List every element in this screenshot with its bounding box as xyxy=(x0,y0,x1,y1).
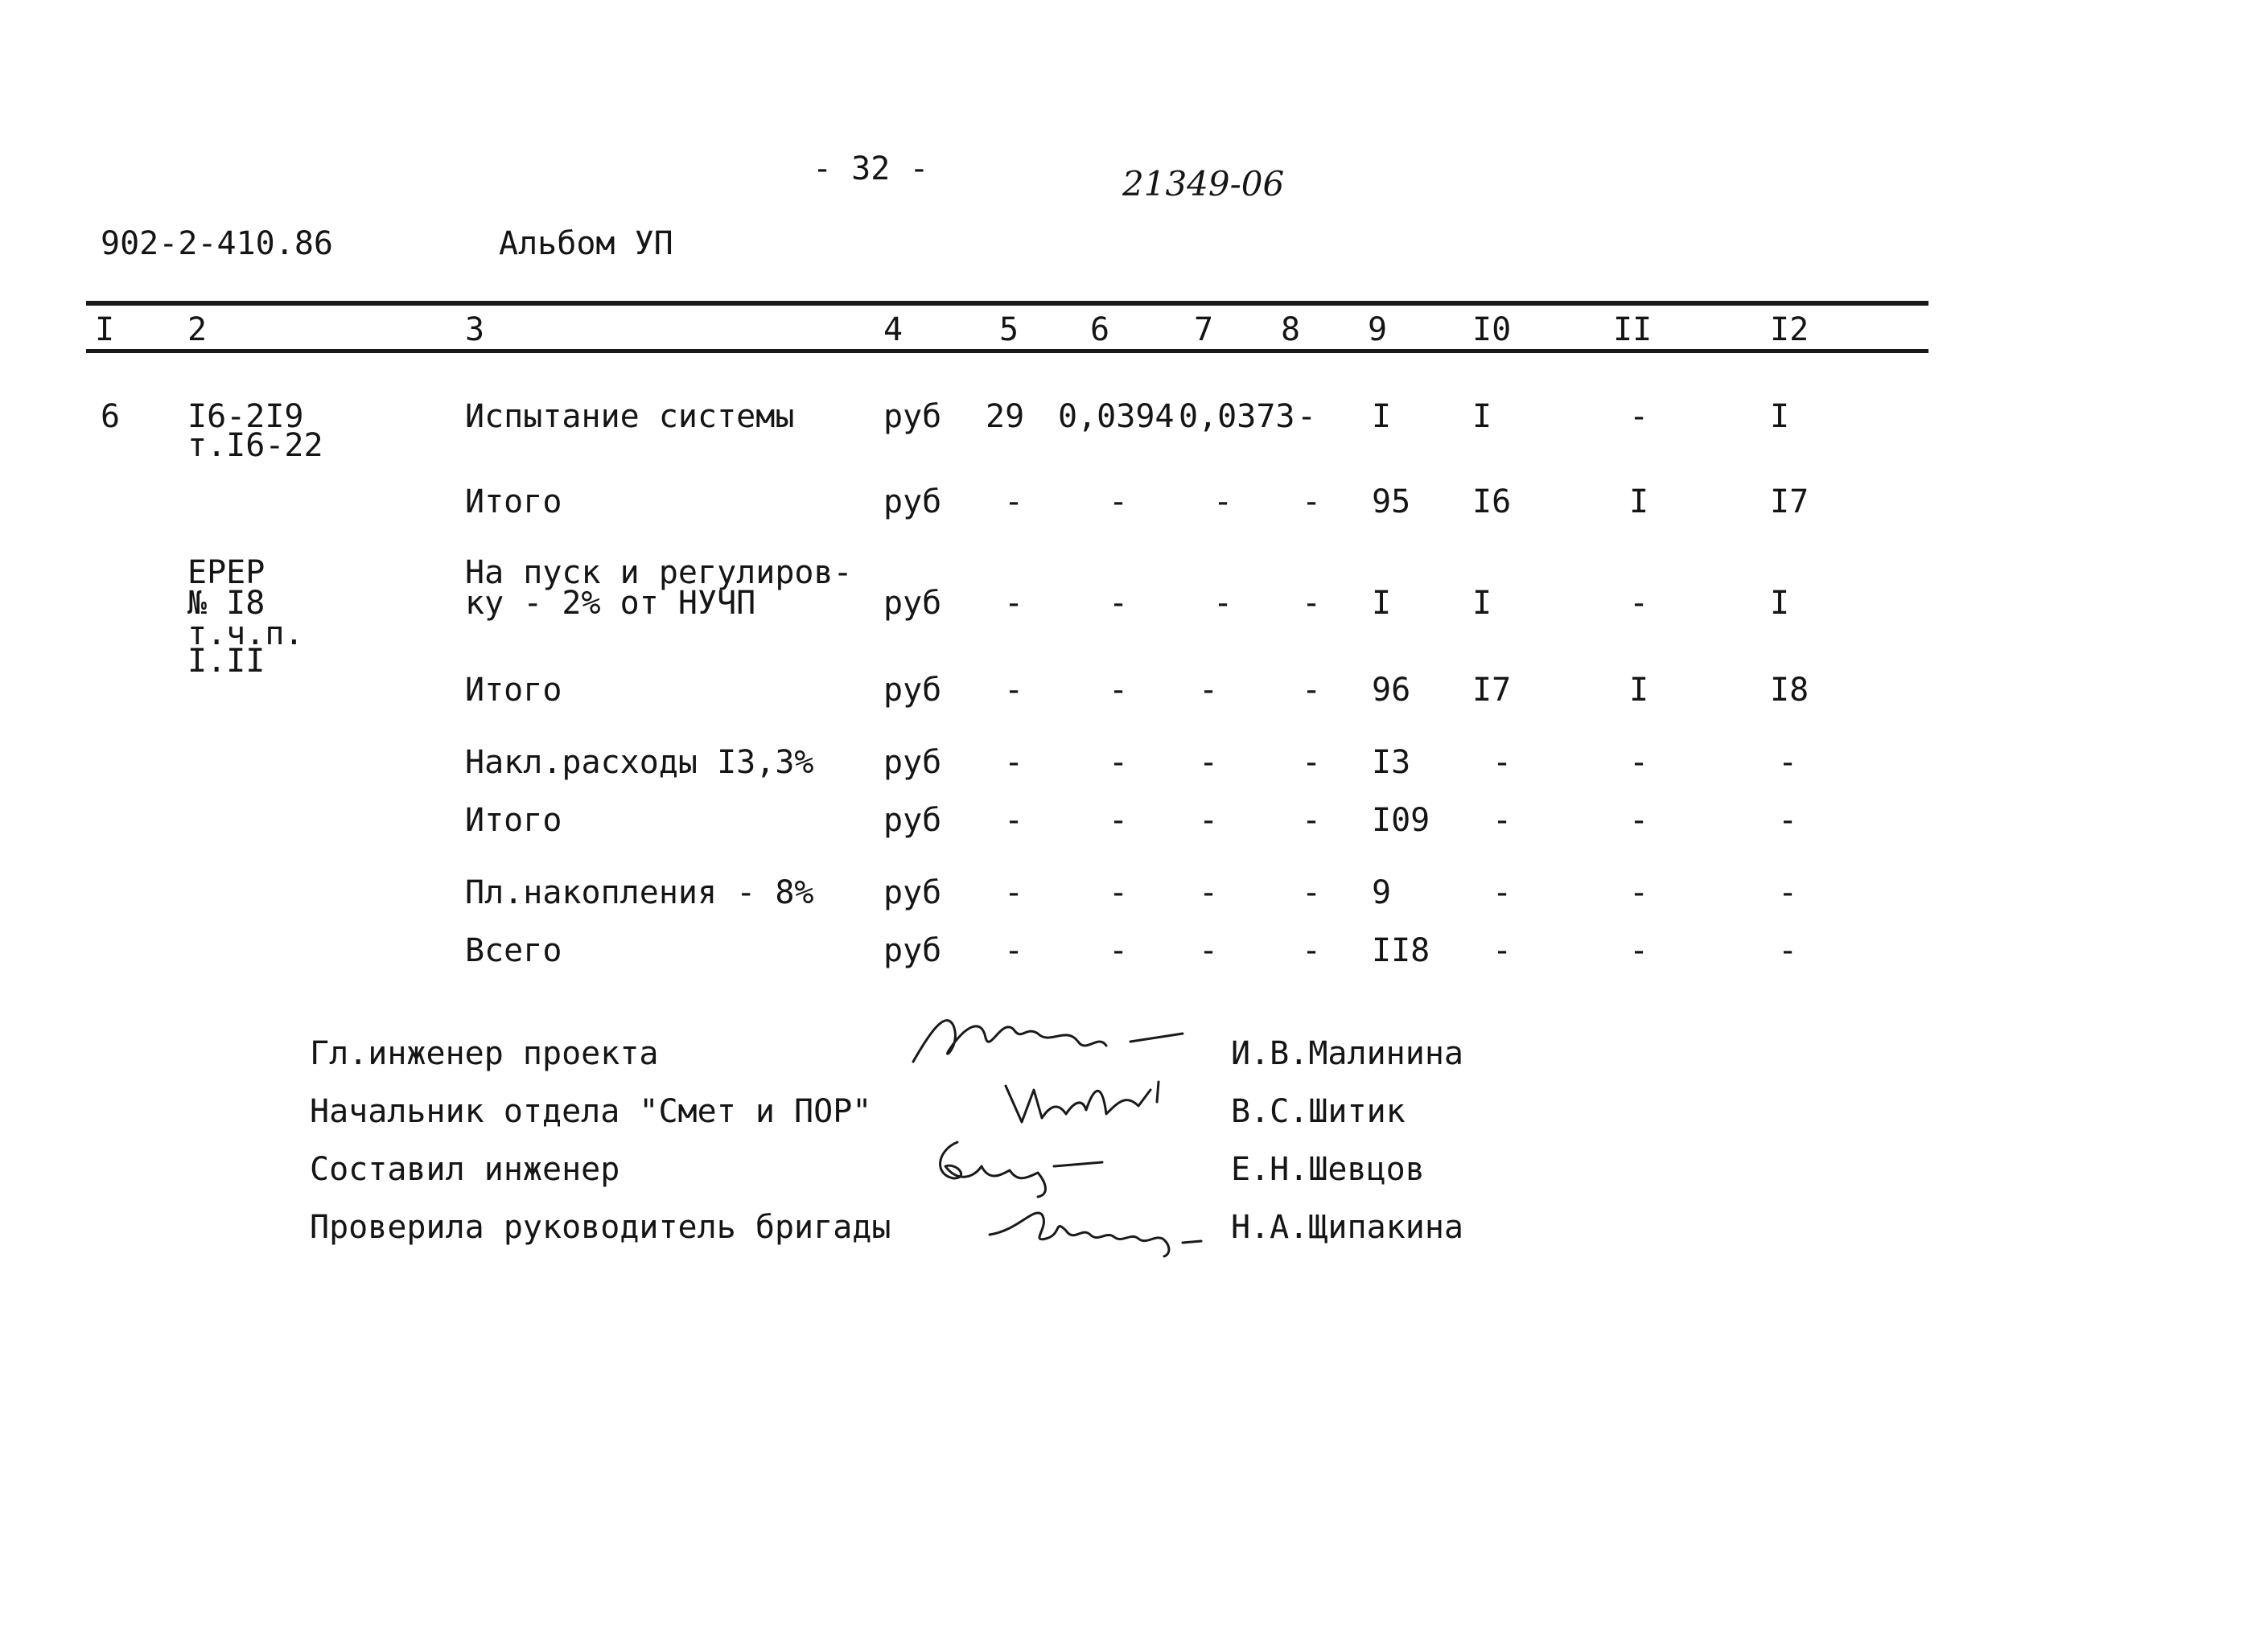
column-header: 3 xyxy=(465,311,485,348)
cell-c6: - xyxy=(1109,744,1129,781)
signature-role: Гл.инженер проекта xyxy=(310,1035,659,1072)
cell-c11: - xyxy=(1629,585,1649,622)
handwritten-signature xyxy=(905,1001,1203,1074)
cell-c11: I xyxy=(1629,672,1649,709)
cell-c10: I xyxy=(1472,398,1492,435)
column-header: I xyxy=(95,311,115,348)
handwritten-signature xyxy=(998,1070,1191,1134)
cell-c5: - xyxy=(1004,932,1024,969)
cell-c11: - xyxy=(1629,874,1649,911)
cell-c6: - xyxy=(1109,932,1129,969)
cell-c8: - xyxy=(1297,398,1317,435)
norm-reference: т.ч.п. xyxy=(187,615,304,652)
cell-c8: - xyxy=(1302,744,1322,781)
cell-c6: 0,0394 xyxy=(1058,398,1175,435)
column-header: II xyxy=(1613,311,1653,348)
table-top-rule xyxy=(86,301,1928,306)
item-name: Испытание системы xyxy=(465,398,795,435)
column-header: 2 xyxy=(187,311,208,348)
unit: руб xyxy=(883,398,942,435)
item-name: Итого xyxy=(465,483,562,520)
cell-c5: - xyxy=(1004,802,1024,839)
norm-reference: I.II xyxy=(187,643,265,680)
cell-c9: I xyxy=(1372,585,1392,622)
row-number: 6 xyxy=(101,398,121,435)
item-name: ку - 2% от НУЧП xyxy=(465,585,756,622)
norm-reference: ЕРЕР xyxy=(187,554,265,591)
item-name: Пл.накопления - 8% xyxy=(465,874,814,911)
unit: руб xyxy=(883,744,942,781)
cell-c11: - xyxy=(1629,744,1649,781)
item-name: Итого xyxy=(465,802,562,839)
cell-c6: - xyxy=(1109,585,1129,622)
signatory-name: В.С.Шитик xyxy=(1231,1093,1406,1130)
cell-c9: I3 xyxy=(1372,744,1411,781)
album-label: Альбом УП xyxy=(499,225,673,262)
cell-c10: - xyxy=(1492,932,1513,969)
column-header: 5 xyxy=(999,311,1019,348)
cell-c5: - xyxy=(1004,672,1024,709)
item-name: Накл.расходы I3,3% xyxy=(465,744,814,781)
cell-c10: I7 xyxy=(1472,672,1512,709)
signature-role: Проверила руководитель бригады xyxy=(310,1209,891,1246)
cell-c9: 96 xyxy=(1372,672,1411,709)
item-name: На пуск и регулиров- xyxy=(465,554,853,591)
cell-c12: - xyxy=(1778,932,1798,969)
cell-c7: - xyxy=(1199,874,1219,911)
cell-c10: - xyxy=(1492,802,1513,839)
cell-c10: - xyxy=(1492,874,1513,911)
cell-c11: I xyxy=(1629,483,1649,520)
cell-c10: I6 xyxy=(1472,483,1512,520)
column-header: 4 xyxy=(883,311,903,348)
cell-c7: - xyxy=(1213,585,1233,622)
page-number: - 32 - xyxy=(813,150,929,187)
cell-c5: 29 xyxy=(986,398,1025,435)
norm-reference: № I8 xyxy=(187,585,265,622)
cell-c6: - xyxy=(1109,483,1129,520)
signature-role: Начальник отдела "Смет и ПОР" xyxy=(310,1093,872,1130)
cell-c7: - xyxy=(1199,932,1219,969)
cell-c9: II8 xyxy=(1372,932,1430,969)
column-header: I0 xyxy=(1472,311,1512,348)
signatory-name: Н.А.Щипакина xyxy=(1231,1209,1463,1246)
cell-c10: I xyxy=(1472,585,1492,622)
cell-c8: - xyxy=(1302,932,1322,969)
cell-c11: - xyxy=(1629,398,1649,435)
cell-c12: - xyxy=(1778,802,1798,839)
cell-c5: - xyxy=(1004,874,1024,911)
norm-reference: т.I6-22 xyxy=(187,427,323,464)
item-name: Всего xyxy=(465,932,562,969)
cell-c9: 95 xyxy=(1372,483,1411,520)
cell-c12: - xyxy=(1778,744,1798,781)
column-header: 7 xyxy=(1194,311,1214,348)
document-code: 902-2-410.86 xyxy=(101,225,333,262)
cell-c5: - xyxy=(1004,585,1024,622)
cell-c6: - xyxy=(1109,874,1129,911)
cell-c9: I xyxy=(1372,398,1392,435)
cell-c11: - xyxy=(1629,802,1649,839)
unit: руб xyxy=(883,802,942,839)
cell-c8: - xyxy=(1302,802,1322,839)
cell-c6: - xyxy=(1109,802,1129,839)
column-header: 6 xyxy=(1090,311,1110,348)
cell-c7: 0,0373 xyxy=(1179,398,1295,435)
cell-c12: - xyxy=(1778,874,1798,911)
cell-c8: - xyxy=(1302,874,1322,911)
cell-c7: - xyxy=(1213,483,1233,520)
cell-c12: I xyxy=(1770,398,1790,435)
unit: руб xyxy=(883,483,942,520)
handwritten-document-number: 21349-06 xyxy=(1122,164,1285,203)
cell-c12: I8 xyxy=(1770,672,1809,709)
handwritten-signature xyxy=(925,1134,1118,1198)
unit: руб xyxy=(883,672,942,709)
unit: руб xyxy=(883,932,942,969)
cell-c8: - xyxy=(1302,483,1322,520)
cell-c8: - xyxy=(1302,672,1322,709)
cell-c9: I09 xyxy=(1372,802,1430,839)
unit: руб xyxy=(883,585,942,622)
cell-c7: - xyxy=(1199,802,1219,839)
cell-c6: - xyxy=(1109,672,1129,709)
signatory-name: Е.Н.Шевцов xyxy=(1231,1151,1425,1188)
cell-c12: I7 xyxy=(1770,483,1809,520)
signatory-name: И.В.Малинина xyxy=(1231,1035,1463,1072)
norm-reference: I6-2I9 xyxy=(187,398,304,435)
cell-c8: - xyxy=(1302,585,1322,622)
column-header: 8 xyxy=(1281,311,1301,348)
cell-c7: - xyxy=(1199,672,1219,709)
cell-c7: - xyxy=(1199,744,1219,781)
header-bottom-rule xyxy=(86,349,1928,353)
column-header: I2 xyxy=(1770,311,1809,348)
item-name: Итого xyxy=(465,672,562,709)
cell-c9: 9 xyxy=(1372,874,1392,911)
cell-c12: I xyxy=(1770,585,1790,622)
cell-c5: - xyxy=(1004,483,1024,520)
cell-c5: - xyxy=(1004,744,1024,781)
handwritten-signature xyxy=(986,1198,1243,1263)
unit: руб xyxy=(883,874,942,911)
cell-c11: - xyxy=(1629,932,1649,969)
column-header: 9 xyxy=(1368,311,1388,348)
cell-c10: - xyxy=(1492,744,1513,781)
signature-role: Составил инженер xyxy=(310,1151,620,1188)
